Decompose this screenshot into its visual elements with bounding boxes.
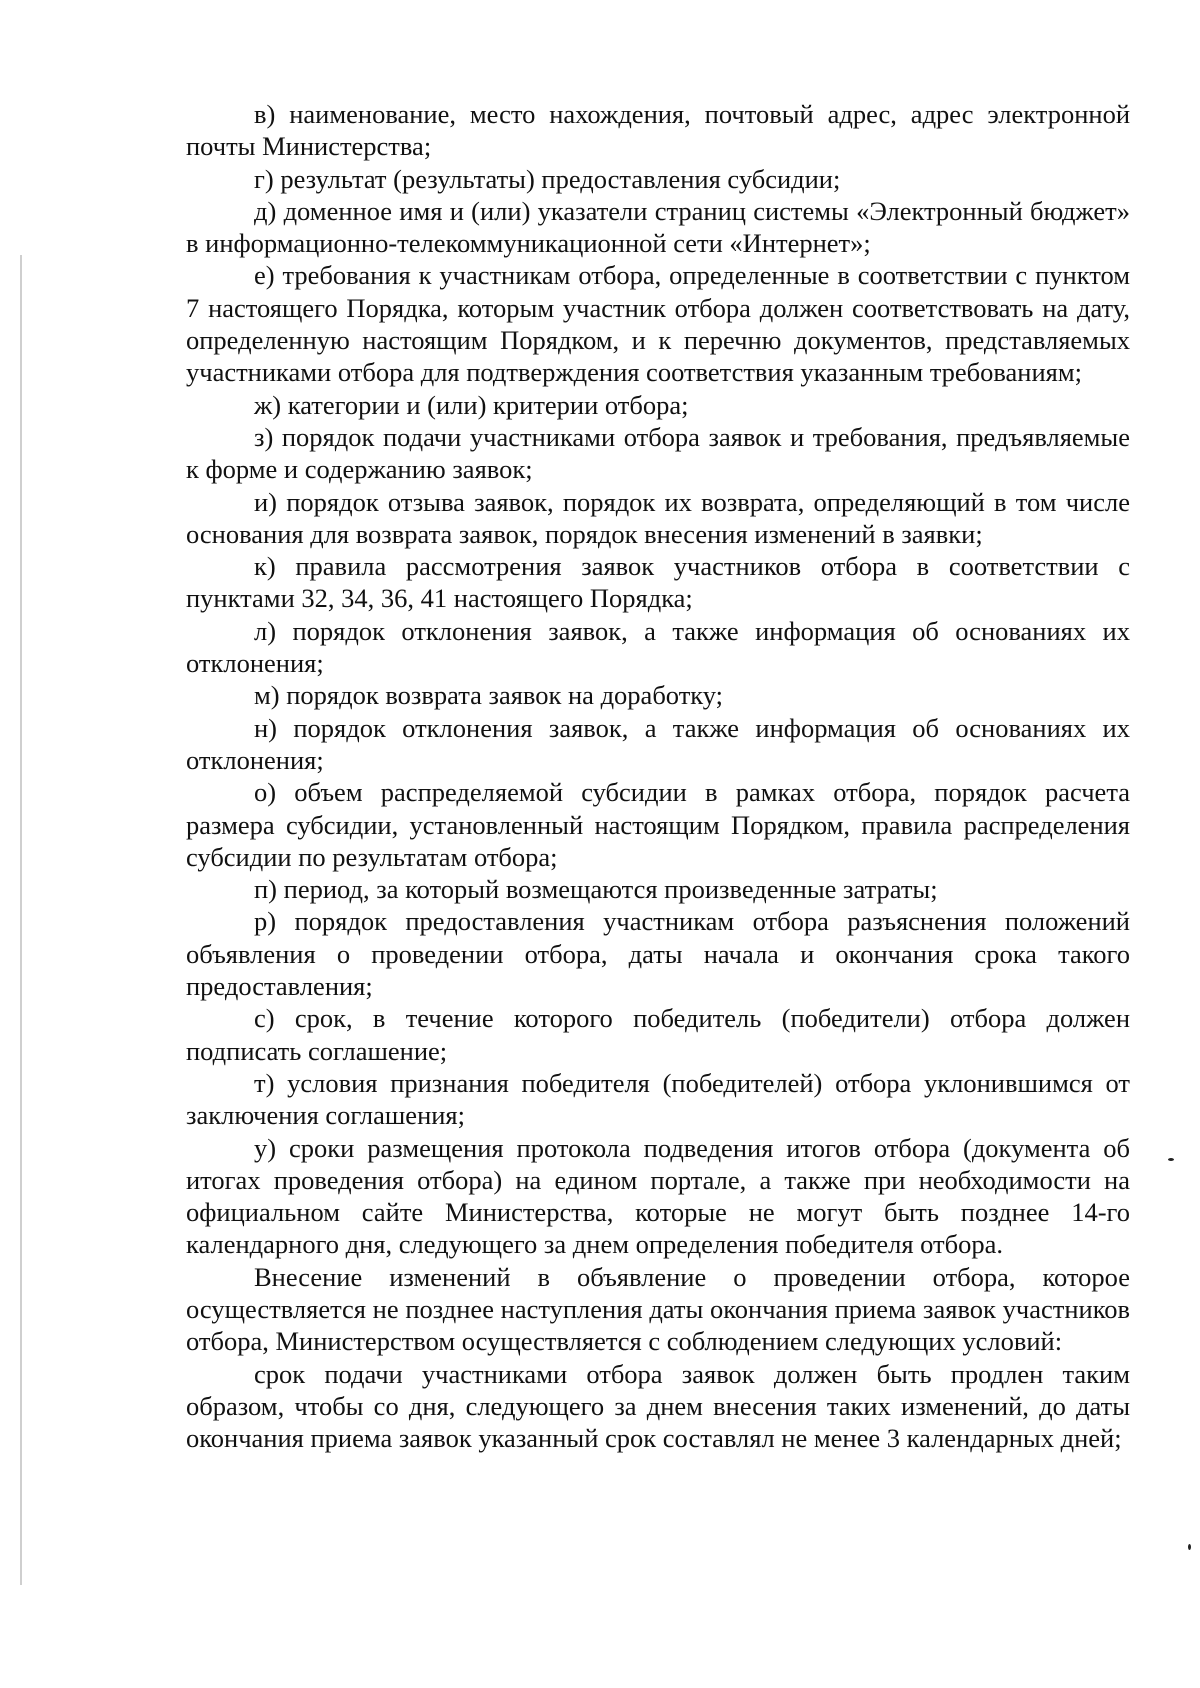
paragraph-o: о) объем распределяемой субсидии в рамках отбора, порядок расчета размера субсидии, установленный настоящим Порядком, правила распределения субсидии по результатам отбора; — [186, 777, 1130, 872]
paragraph-z: з) порядок подачи участниками отбора заявок и требования, предъявляемые к форме и содержанию заявок; — [186, 421, 1130, 485]
paragraph-u: у) сроки размещения протокола подведения итогов отбора (документа об итогах проведения отбора) на едином портале, а также при необходимости на официальном сайте Министерства, которые не могут быть позднее 14-го календарного дня, следующего за днем определения победителя отбора. — [186, 1132, 1130, 1260]
paragraph-deadline: срок подачи участниками отбора заявок должен быть продлен таким образом, чтобы со дня, следующего за днем внесения таких изменений, до даты окончания приема заявок указанный срок составлял не менее 3 календарных дней; — [186, 1358, 1130, 1454]
paragraph-p: п) период, за который возмещаются произведенные затраты; — [254, 874, 938, 905]
paragraph-m: м) порядок возврата заявок на доработку; — [254, 680, 724, 711]
scan-edge-line — [20, 255, 22, 1585]
paragraph-changes: Внесение изменений в объявление о проведении отбора, которое осуществляется не позднее наступления даты окончания приема заявок участников отбора, Министерством осуществляется с соблюдением следующих условий: — [186, 1261, 1130, 1357]
scan-speck — [1168, 1158, 1174, 1161]
paragraph-t: т) условия признания победителя (победителей) отбора уклонившимся от заключения соглашения; — [186, 1067, 1130, 1131]
paragraph-zh: ж) категории и (или) критерии отбора; — [254, 389, 689, 420]
paragraph-g: г) результат (результаты) предоставления субсидии; — [254, 163, 841, 194]
paragraph-s: с) срок, в течение которого победитель (победители) отбора должен подписать соглашение; — [186, 1003, 1130, 1066]
paragraph-e: е) требования к участникам отбора, определенные в соответствии с пунктом 7 настоящего Порядка, которым участник отбора должен соответствовать на дату, определенную настоящим Порядком, и к перечню документов, представляемых участниками отбора для подтверждения соответствия указанным требованиям; — [186, 260, 1130, 388]
paragraph-d: д) доменное имя и (или) указатели страниц системы «Электронный бюджет» в информационно-телекоммуникационной сети «Интернет»; — [186, 195, 1130, 259]
paragraph-r: р) порядок предоставления участникам отбора разъяснения положений объявления о проведении отбора, даты начала и окончания срока такого предоставления; — [186, 906, 1130, 1002]
paragraph-k: к) правила рассмотрения заявок участников отбора в соответствии с пунктами 32, 34, 36, 41 настоящего Порядка; — [186, 551, 1130, 614]
scan-speck — [1188, 1544, 1191, 1550]
paragraph-n: н) порядок отклонения заявок, а также информация об основаниях их отклонения; — [186, 712, 1130, 775]
paragraph-i: и) порядок отзыва заявок, порядок их возврата, определяющий в том числе основания для возврата заявок, порядок внесения изменений в заявки; — [186, 486, 1130, 549]
paragraph-l: л) порядок отклонения заявок, а также информация об основаниях их отклонения; — [186, 615, 1130, 679]
paragraph-v: в) наименование, место нахождения, почтовый адрес, адрес электронной почты Министерства; — [186, 99, 1130, 162]
document-body — [186, 98, 1130, 1454]
